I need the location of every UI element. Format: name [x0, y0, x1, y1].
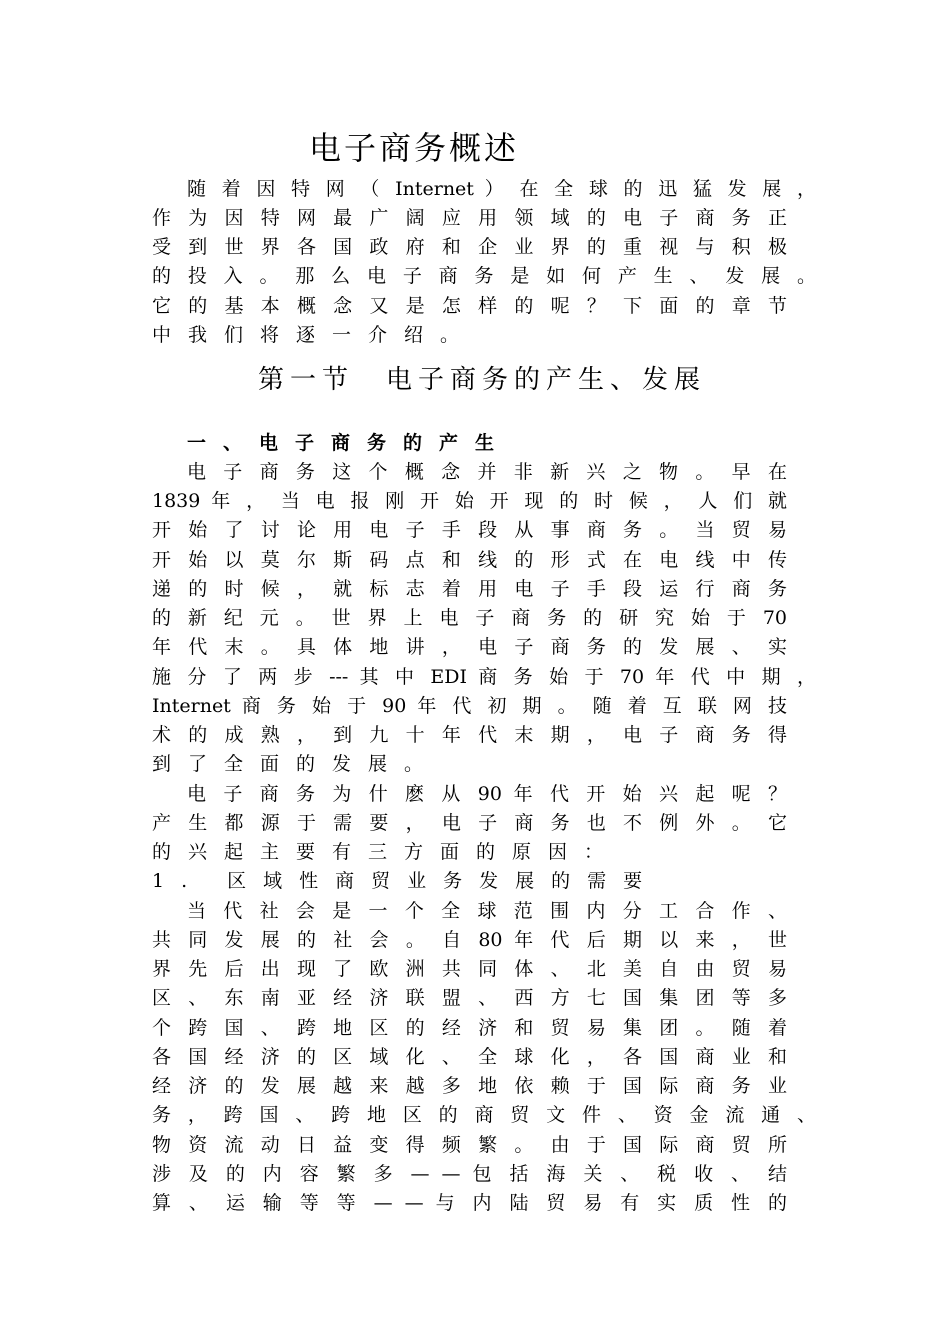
- body-line: 务 ， 跨 国 、 跨 地 区 的 商 贸 文 件 、 资 金 流 通 、: [152, 1104, 816, 1126]
- body-line: 经 济 的 发 展 越 来 越 多 地 依 赖 于 国 际 商 务 业: [152, 1075, 787, 1097]
- intro-line: 随 着 因 特 网 （ Internet ） 在 全 球 的 迅 猛 发 展 ，: [187, 178, 816, 200]
- numbered-heading: 1. 区域性商贸业务发展的需要: [152, 870, 660, 892]
- body-line: 共 同 发 展 的 社 会 。 自 80 年 代 后 期 以 来 ， 世: [152, 929, 787, 951]
- body-line: 产 生 都 源 于 需 要 ， 电 子 商 务 也 不 例 外 。 它: [152, 812, 787, 834]
- body-line: 的兴起主要有三方面的原因：: [152, 841, 621, 863]
- body-line: 各 国 经 济 的 区 域 化 、 全 球 化 ， 各 国 商 业 和: [152, 1046, 787, 1068]
- body-line: 个 跨 国 、 跨 地 区 的 经 济 和 贸 易 集 团 。 随 着: [152, 1017, 787, 1039]
- body-line: 递 的 时 候 ， 就 标 志 着 用 电 子 手 段 运 行 商 务: [152, 578, 787, 600]
- intro-line: 作 为 因 特 网 最 广 阔 应 用 领 域 的 电 子 商 务 正: [152, 207, 787, 229]
- body-line: 涉 及 的 内 容 繁 多 — — 包 括 海 关 、 税 收 、 结: [152, 1163, 787, 1185]
- body-line: 到了全面的发展。: [152, 753, 441, 775]
- document-title: 电子商务概述: [309, 129, 520, 167]
- section-title: 第一节 电子商务的产生、发展: [258, 365, 707, 395]
- body-line: 区 、 东 南 亚 经 济 联 盟 、 西 方 七 国 集 团 等 多: [152, 987, 787, 1009]
- intro-line: 中我们将逐一介绍。: [152, 324, 477, 346]
- body-line: 开 始 了 讨 论 用 电 子 手 段 从 事 商 务 。 当 贸 易: [152, 519, 787, 541]
- intro-line: 它 的 基 本 概 念 又 是 怎 样 的 呢 ？ 下 面 的 章 节: [152, 295, 787, 317]
- body-line: 的 新 纪 元 。 世 界 上 电 子 商 务 的 研 究 始 于 70: [152, 607, 787, 629]
- body-line: 当 代 社 会 是 一 个 全 球 范 围 内 分 工 合 作 、: [187, 900, 787, 922]
- subsection-title: 一、电子商务的产生: [187, 432, 512, 454]
- body-line: 年 代 末 。 具 体 地 讲 ， 电 子 商 务 的 发 展 、 实: [152, 636, 787, 658]
- intro-line: 受 到 世 界 各 国 政 府 和 企 业 界 的 重 视 与 积 极: [152, 236, 787, 258]
- body-line: 1839 年 ， 当 电 报 刚 开 始 开 现 的 时 候 ， 人 们 就: [152, 490, 787, 512]
- body-line: 算 、 运 输 等 等 — — 与 内 陆 贸 易 有 实 质 性 的: [152, 1192, 787, 1214]
- body-line: 术 的 成 熟 ， 到 九 十 年 代 末 期 ， 电 子 商 务 得: [152, 724, 787, 746]
- body-line: 电 子 商 务 为 什 麽 从 90 年 代 开 始 兴 起 呢 ？: [187, 783, 787, 805]
- body-line: 开 始 以 莫 尔 斯 码 点 和 线 的 形 式 在 电 线 中 传: [152, 549, 787, 571]
- body-line: 物 资 流 动 日 益 变 得 频 繁 。 由 于 国 际 商 贸 所: [152, 1134, 787, 1156]
- body-line: 施 分 了 两 步 --- 其 中 EDI 商 务 始 于 70 年 代 中 期 ，: [152, 666, 816, 688]
- body-line: 电 子 商 务 这 个 概 念 并 非 新 兴 之 物 。 早 在: [187, 461, 787, 483]
- body-line: 界 先 后 出 现 了 欧 洲 共 同 体 、 北 美 自 由 贸 易: [152, 958, 787, 980]
- intro-line: 的 投 入 。 那 么 电 子 商 务 是 如 何 产 生 、 发 展 。: [152, 265, 816, 287]
- body-line: Internet 商 务 始 于 90 年 代 初 期 。 随 着 互 联 网 技: [152, 695, 787, 717]
